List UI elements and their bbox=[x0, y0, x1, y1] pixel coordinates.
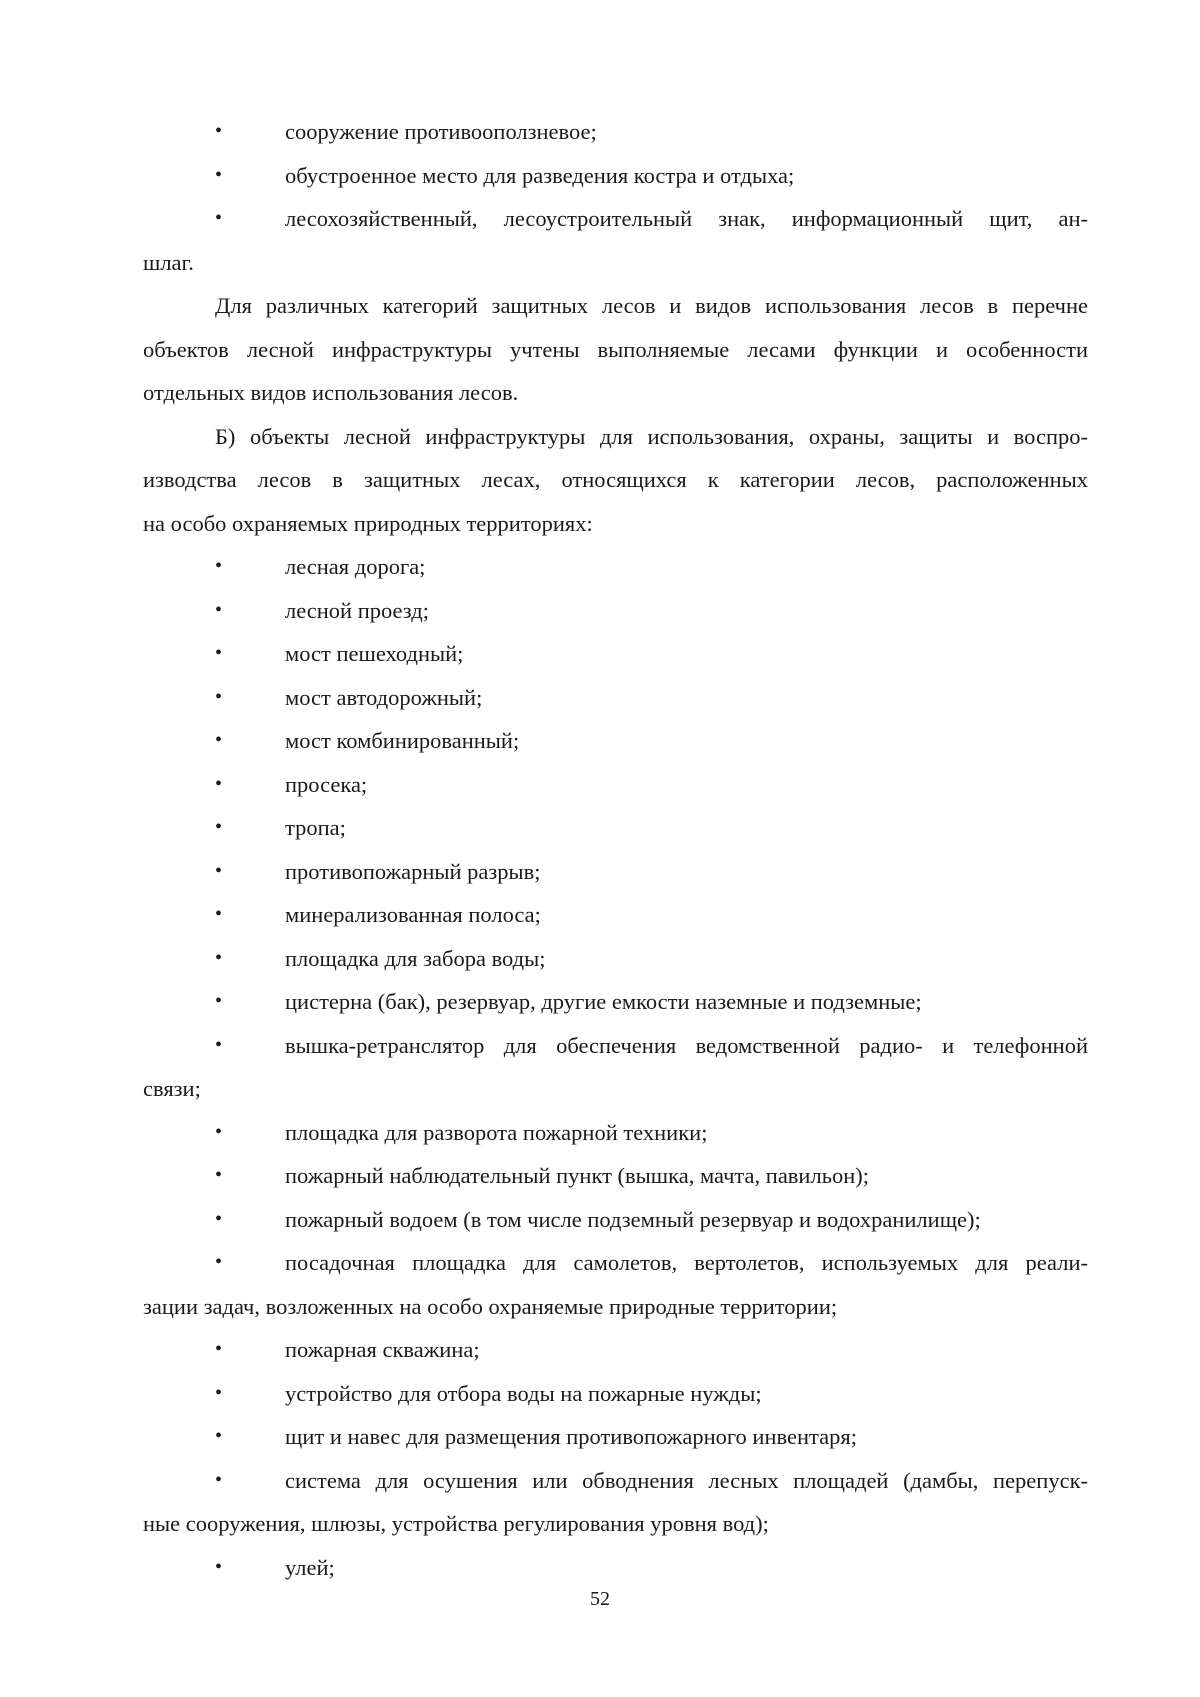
bullet-icon: • bbox=[215, 1164, 223, 1186]
list-item-text: мост комбинированный; bbox=[285, 728, 520, 753]
list-item bbox=[143, 937, 1088, 981]
bullet-icon: • bbox=[215, 1338, 223, 1360]
bullet-icon: • bbox=[215, 946, 223, 969]
list-item bbox=[143, 1459, 1088, 1546]
list-item-text: площадка для разворота пожарной техники; bbox=[285, 1119, 708, 1145]
list-item-text: противопожарный разрыв; bbox=[285, 858, 541, 884]
list-item-text: мост автодорожный; bbox=[285, 684, 483, 710]
list-item-text: цистерна (бак), резервуар, другие емкости наземные и подземные; bbox=[285, 989, 922, 1014]
bullet-icon: • bbox=[215, 990, 223, 1012]
list-item bbox=[143, 893, 1088, 937]
bullet-icon: • bbox=[215, 1251, 223, 1273]
list-item bbox=[143, 763, 1088, 807]
list-item-text: лесохозяйственный, лесоустроительный знак, информационный щит, ан- bbox=[285, 206, 1088, 231]
list-item-text: обустроенное место для разведения костра и отдыха; bbox=[285, 162, 795, 188]
list-item-text: площадка для забора воды; bbox=[285, 945, 546, 971]
bullet-icon: • bbox=[215, 163, 223, 186]
bullet-icon: • bbox=[215, 1120, 223, 1143]
list-item-text: тропа; bbox=[285, 815, 346, 840]
bullet-icon: • bbox=[215, 1555, 223, 1578]
list-item bbox=[143, 154, 1088, 198]
bullet-icon: • bbox=[215, 903, 223, 925]
paragraph-line: объектов лесной инфраструктуры учтены выполняемые лесами функции и особенности bbox=[143, 336, 1088, 362]
list-item-text: система для осушения или обводнения лесных площадей (дамбы, перепуск- bbox=[285, 1467, 1088, 1493]
list-item-text: мост пешеходный; bbox=[285, 641, 464, 666]
bullet-icon: • bbox=[215, 685, 223, 708]
list-item-text: сооружение противооползневое; bbox=[285, 119, 597, 144]
list-item bbox=[143, 1024, 1088, 1111]
list-item-text: лесной проезд; bbox=[285, 597, 429, 623]
list-item bbox=[143, 1328, 1088, 1372]
bullet-icon: • bbox=[215, 729, 223, 751]
list-item bbox=[143, 1154, 1088, 1198]
bullet-icon: • bbox=[215, 642, 223, 664]
bullet-icon: • bbox=[215, 859, 223, 882]
list-item bbox=[143, 1372, 1088, 1416]
list-item bbox=[143, 1415, 1088, 1459]
bullet-icon: • bbox=[215, 1381, 223, 1404]
list-item-continuation: связи; bbox=[143, 1076, 201, 1101]
bullet-icon: • bbox=[215, 555, 223, 577]
list-item bbox=[143, 589, 1088, 633]
list-item-continuation: зации задач, возложенных на особо охраняемые природные территории; bbox=[143, 1293, 838, 1319]
bullet-icon: • bbox=[215, 816, 223, 838]
paragraph-line: изводства лесов в защитных лесах, относящихся к категории лесов, расположенных bbox=[143, 467, 1088, 492]
list-item-text: лесная дорога; bbox=[285, 554, 426, 579]
paragraph-section-b bbox=[143, 415, 1088, 546]
list-item bbox=[143, 1546, 1088, 1590]
bullet-icon: • bbox=[215, 120, 223, 142]
paragraph-categories bbox=[143, 284, 1088, 415]
list-item-text: минерализованная полоса; bbox=[285, 902, 541, 927]
bullet-icon: • bbox=[215, 772, 223, 795]
list-item bbox=[143, 632, 1088, 676]
bullet-icon: • bbox=[215, 1425, 223, 1447]
list-item-continuation: шлаг. bbox=[143, 249, 194, 275]
paragraph-line: на особо охраняемых природных территориях: bbox=[143, 510, 593, 536]
list-item-text: устройство для отбора воды на пожарные нужды; bbox=[285, 1380, 762, 1406]
bullet-icon: • bbox=[215, 1033, 223, 1056]
page-number: 52 bbox=[590, 1588, 610, 1610]
list-item-text: пожарный водоем (в том числе подземный резервуар и водохранилище); bbox=[285, 1206, 981, 1232]
list-item bbox=[143, 197, 1088, 284]
list-item bbox=[143, 850, 1088, 894]
bullet-icon: • bbox=[215, 598, 223, 621]
list-item bbox=[143, 806, 1088, 850]
bullet-icon: • bbox=[215, 1207, 223, 1230]
list-item bbox=[143, 676, 1088, 720]
list-item bbox=[143, 1111, 1088, 1155]
list-item bbox=[143, 110, 1088, 154]
list-item-text: улей; bbox=[285, 1554, 335, 1580]
list-item bbox=[143, 719, 1088, 763]
paragraph-line: отдельных видов использования лесов. bbox=[143, 380, 519, 405]
list-item bbox=[143, 1198, 1088, 1242]
list-item bbox=[143, 1241, 1088, 1328]
list-item-text: пожарная скважина; bbox=[285, 1337, 480, 1362]
bullet-icon: • bbox=[215, 1468, 223, 1491]
list-item bbox=[143, 545, 1088, 589]
document-page bbox=[143, 110, 1088, 1589]
list-item bbox=[143, 980, 1088, 1024]
list-item-text: просека; bbox=[285, 771, 368, 797]
list-item-text: щит и навес для размещения противопожарного инвентаря; bbox=[285, 1424, 857, 1449]
bullet-icon: • bbox=[215, 207, 223, 229]
list-item-text: посадочная площадка для самолетов, вертолетов, используемых для реали- bbox=[285, 1250, 1088, 1275]
paragraph-line: Для различных категорий защитных лесов и видов использования лесов в перечне bbox=[215, 293, 1088, 318]
paragraph-line: Б) объекты лесной инфраструктуры для использования, охраны, защиты и воспро- bbox=[215, 423, 1088, 449]
list-item-text: вышка-ретранслятор для обеспечения ведомственной радио- и телефонной bbox=[285, 1032, 1088, 1058]
list-item-continuation: ные сооружения, шлюзы, устройства регулирования уровня вод); bbox=[143, 1511, 769, 1536]
list-item-text: пожарный наблюдательный пункт (вышка, мачта, павильон); bbox=[285, 1163, 869, 1188]
